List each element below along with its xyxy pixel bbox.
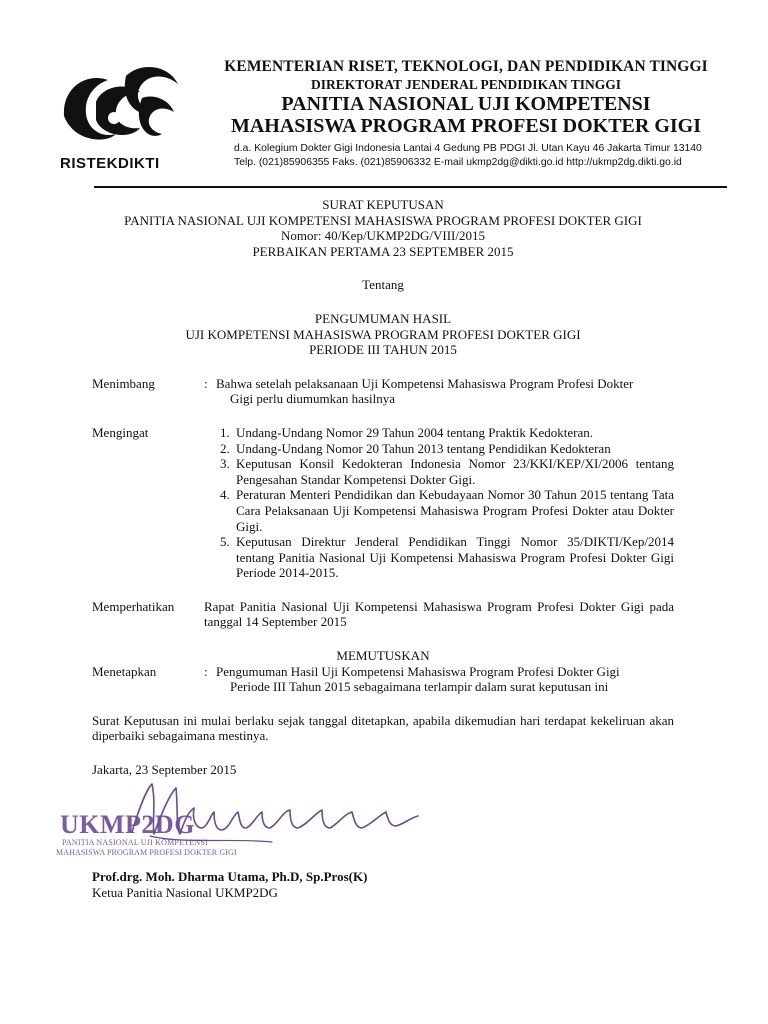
list-item: 2. Undang-Undang Nomor 20 Tahun 2013 tentang Pendidikan Kedokteran	[220, 440, 611, 456]
signature-block	[52, 772, 412, 872]
list-item: 5. Keputusan Direktur Jenderal Pendidikan Tinggi Nomor 35/DIKTI/Kep/2014 tentang Panitia Nasional Uji Kompetensi Mahasiswa Program Profesi Dokter Gigi Periode 2014-2015.	[220, 534, 674, 581]
directorate-name: DIREKTORAT JENDERAL PENDIDIKAN TINGGI	[311, 77, 621, 92]
subject-line-2: UJI KOMPETENSI MAHASISWA PROGRAM PROFESI DOKTER GIGI	[185, 326, 581, 342]
closing-paragraph: Surat Keputusan ini mulai berlaku sejak tanggal ditetapkan, apabila dikemudian hari terdapat kekeliruan akan diperbaiki sebagaimana mestinya.	[92, 712, 674, 744]
menimbang-section	[92, 376, 674, 407]
stamp-main-text: UKMP2DG	[60, 810, 195, 839]
program-name: MAHASISWA PROGRAM PROFESI DOKTER GIGI	[230, 115, 702, 137]
address-line: d.a. Kolegium Dokter Gigi Indonesia Lantai 4 Gedung PB PDGI Jl. Utan Kayu 46 Jakarta Timur 13140	[234, 143, 702, 154]
decree-revision: PERBAIKAN PERTAMA 23 SEPTEMBER 2015	[252, 243, 514, 259]
letterhead-text	[216, 58, 716, 170]
memperhatikan-section	[92, 599, 674, 630]
mengingat-label: Mengingat	[92, 424, 149, 440]
place-date: Jakarta, 23 September 2015	[92, 762, 237, 778]
decree-number: Nomor: 40/Kep/UKMP2DG/VIII/2015	[280, 228, 485, 244]
ministry-name: KEMENTERIAN RISET, TEKNOLOGI, DAN PENDIDIKAN TINGGI	[224, 58, 708, 75]
menimbang-line-1: Bahwa setelah pelaksanaan Uji Kompetensi Mahasiswa Program Profesi Dokter	[216, 375, 634, 391]
menimbang-colon: :	[204, 375, 208, 391]
signer-title: Ketua Panitia Nasional UKMP2DG	[92, 885, 278, 900]
letterhead-divider	[94, 186, 727, 188]
list-item: 1. Undang-Undang Nomor 29 Tahun 2004 tentang Praktik Kedokteran.	[220, 424, 593, 440]
signer-name: Prof.drg. Moh. Dharma Utama, Ph.D, Sp.Pros(K)	[92, 869, 368, 884]
memutuskan-heading: MEMUTUSKAN	[336, 648, 430, 664]
decree-committee: PANITIA NASIONAL UJI KOMPETENSI MAHASISWA PROGRAM PROFESI DOKTER GIGI	[124, 212, 642, 228]
memperhatikan-label: Memperhatikan	[92, 598, 175, 614]
menetapkan-colon: :	[204, 663, 208, 679]
contact-line: Telp. (021)85906355 Faks. (021)85906332 E-mail ukmp2dg@dikti.go.id http://ukmp2dg.dikti.go.id	[234, 157, 682, 168]
decree-title: SURAT KEPUTUSAN	[322, 197, 444, 212]
menetapkan-section	[92, 664, 674, 695]
subject-line-1: PENGUMUMAN HASIL	[314, 310, 452, 326]
menimbang-line-2: Gigi perlu diumumkan hasilnya	[230, 391, 396, 407]
decree-heading	[92, 197, 674, 358]
menimbang-label: Menimbang	[92, 375, 155, 391]
decree-about: Tentang	[362, 277, 404, 293]
mengingat-section	[92, 425, 674, 581]
logo-wordmark: RISTEKDIKTI	[60, 155, 160, 172]
stamp-subtitle-2: MAHASISWA PROGRAM PROFESI DOKTER GIGI	[56, 848, 237, 857]
handwritten-signature	[122, 772, 442, 852]
list-item: 4. Peraturan Menteri Pendidikan dan Kebudayaan Nomor 30 Tahun 2015 tentang Tata Cara Pelaksanaan Uji Kompetensi Mahasiswa Program Profesi Dokter atau Dokter Gigi.	[220, 487, 674, 534]
list-item: 3. Keputusan Konsil Kedokteran Indonesia Nomor 23/KKI/KEP/XI/2006 tentang Pengesahan Standar Kompetensi Dokter Gigi.	[220, 456, 674, 487]
menetapkan-line-2: Periode III Tahun 2015 sebagaimana terlampir dalam surat keputusan ini	[230, 679, 609, 695]
mengingat-list	[204, 425, 674, 581]
memperhatikan-text: Rapat Panitia Nasional Uji Kompetensi Mahasiswa Program Profesi Dokter Gigi pada tanggal 14 September 2015	[204, 598, 674, 630]
document-body	[92, 197, 674, 778]
committee-name: PANITIA NASIONAL UJI KOMPETENSI	[281, 93, 651, 115]
menetapkan-label: Menetapkan	[92, 663, 157, 679]
subject-line-3: PERIODE III TAHUN 2015	[309, 342, 457, 358]
signer-block	[92, 869, 367, 901]
letterhead	[0, 0, 768, 190]
menetapkan-line-1: Pengumuman Hasil Uji Kompetensi Mahasiswa Program Profesi Dokter Gigi	[216, 663, 620, 679]
stamp-subtitle-1: PANITIA NASIONAL UJI KOMPETENSI	[62, 838, 208, 847]
